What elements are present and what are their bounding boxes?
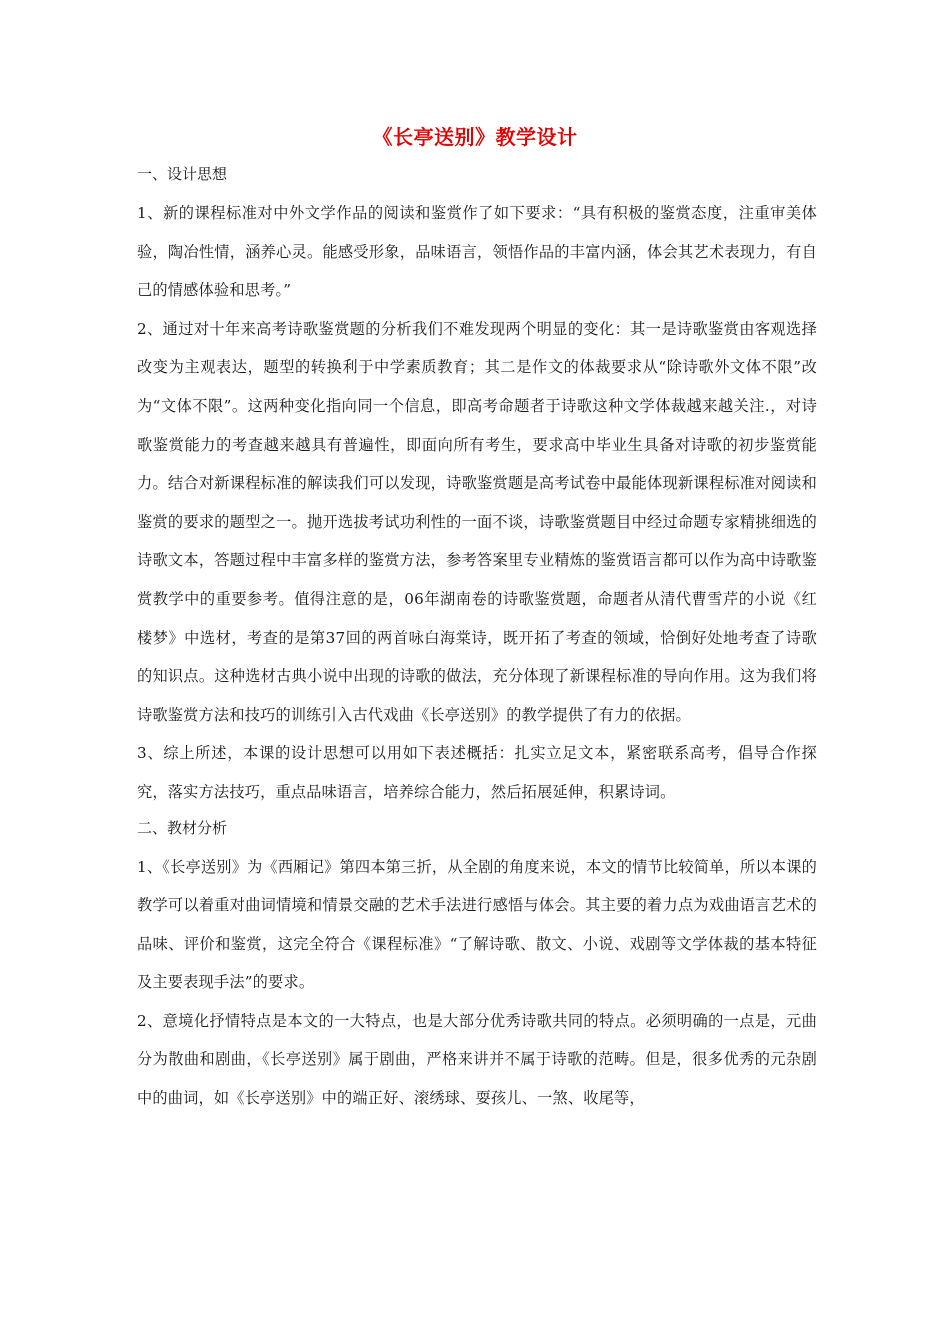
paragraph: 1、新的课程标准对中外文学作品的阅读和鉴赏作了如下要求：“具有积极的鉴赏态度，注重审美体验，陶冶性情，涵养心灵。能感受形象，品味语言，领悟作品的丰富内涵，体会其艺术表现力，有自己的情感体验和思考。” [137,204,817,300]
paragraph: 2、通过对十年来高考诗歌鉴赏题的分析我们不难发现两个明显的变化：其一是诗歌鉴赏由客观选择改变为主观表达，题型的转换利于中学素质教育；其二是作文的体裁要求从“除诗歌外文体不限”改为“文体不限”。这两种变化指向同一个信息，即高考命题者于诗歌这种文学体裁越来越关注.，对诗歌鉴赏能力的考查越来越具有普遍性，即面向所有考生，要求高中毕业生具备对诗歌的初步鉴赏能力。结合对新课程标准的解读我们可以发现，诗歌鉴赏题是高考试卷中最能体现新课程标准对阅读和鉴赏的要求的题型之一。抛开选拔考试功利性的一面不谈，诗歌鉴赏题目中经过命题专家精挑细选的诗歌文本，答题过程中丰富多样的鉴赏方法，参考答案里专业精炼的鉴赏语言都可以作为高中诗歌鉴赏教学中的重要参考。值得注意的是，06年湖南卷的诗歌鉴赏题，命题者从清代曹雪芹的小说《红楼梦》中选材，考查的是第37回的两首咏白海棠诗，既开拓了考查的领域，恰倒好处地考查了诗歌的知识点。这种选材古典小说中出现的诗歌的做法，充分体现了新课程标准的导向作用。这为我们将诗歌鉴赏方法和技巧的训练引入古代戏曲《长亭送别》的教学提供了有力的依据。 [137,319,817,724]
document-body [137,160,817,1118]
document-title: 《长亭送别》教学设计 [372,125,578,149]
paragraph: 2、意境化抒情特点是本文的一大特点，也是大部分优秀诗歌共同的特点。必须明确的一点是，元曲分为散曲和剧曲，《长亭送别》属于剧曲，严格来讲并不属于诗歌的范畴。但是，很多优秀的元杂剧中的曲词，如《长亭送别》中的端正好、滚绣球、耍孩儿、一煞、收尾等， [137,1011,817,1108]
section-heading-material-analysis: 二、教材分析 [137,818,228,837]
section-heading-design-thought: 一、设计思想 [137,165,228,183]
paragraph: 3、综上所述，本课的设计思想可以用如下表述概括：扎实立足文本，紧密联系高考，倡导合作探究，落实方法技巧，重点品味语言，培养综合能力，然后拓展延伸，积累诗词。 [137,744,817,801]
paragraph: 1、《长亭送别》为《西厢记》第四本第三折，从全剧的角度来说，本文的情节比较简单，所以本课的教学可以着重对曲词情境和情景交融的艺术手法进行感悟与体会。其主要的着力点为戏曲语言艺术的品味、评价和鉴赏，这完全符合《课程标准》“了解诗歌、散文、小说、戏剧等文学体裁的基本特征及主要表现手法”的要求。 [137,857,817,992]
